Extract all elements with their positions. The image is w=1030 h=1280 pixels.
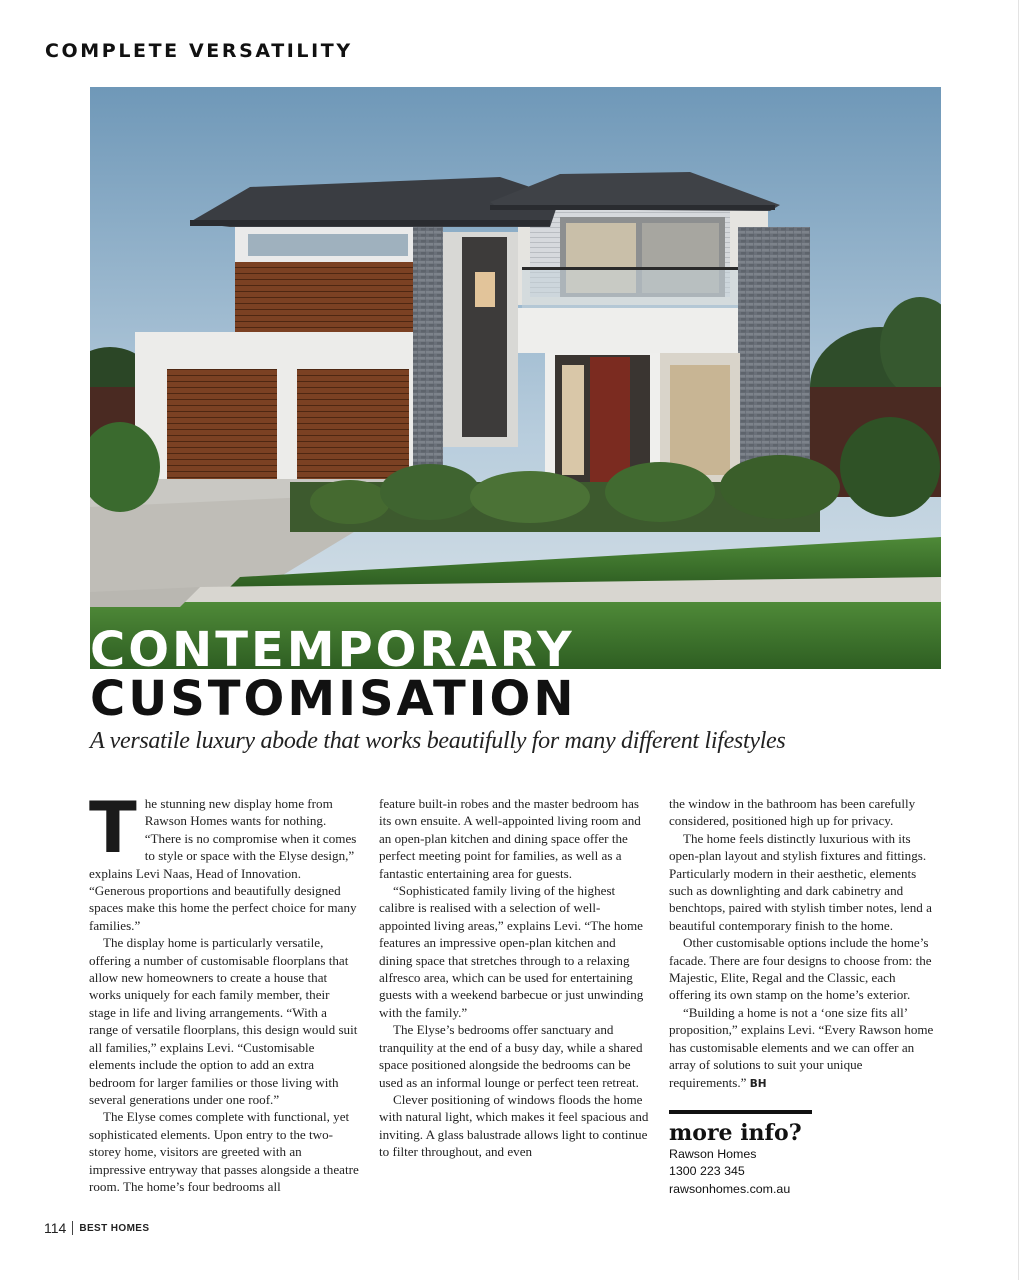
article-column-1 xyxy=(89,787,359,1195)
paragraph-text: “Building a home is not a ‘one size fits all’ proposition,” explains Levi. “Every Rawson home has customisable elements and we can offer an array of solutions to suit your unique requirements.” xyxy=(669,1004,934,1090)
drop-cap: T xyxy=(89,787,137,869)
page-edge-divider xyxy=(1018,0,1019,1280)
more-info-title: more info? xyxy=(669,1120,802,1146)
paragraph: “Sophisticated family living of the highest calibre is realised with a selection of well-appointed living areas,” explains Levi. “The home features an impressive open-plan kitchen and dining space that stretches through to a relaxing alfresco area, which can be used for entertaining guests with a weekend barbecue or just unwinding with the family.” xyxy=(379,883,644,1020)
page-number: 114 xyxy=(44,1220,67,1236)
paragraph: the window in the bathroom has been carefully considered, positioned high up for privacy. xyxy=(669,796,916,829)
page-footer xyxy=(44,1220,149,1236)
paragraph: The Elyse comes complete with functional, yet sophisticated elements. Upon entry to the two-storey home, visitors are greeted with an impressive entryway that passes alongside a theatre room. The home’s four bedrooms all xyxy=(89,1109,359,1194)
company-name: Rawson Homes xyxy=(669,1147,757,1161)
more-info-box xyxy=(669,1110,812,1198)
footer-divider xyxy=(72,1221,73,1235)
paragraph: Other customisable options include the home’s facade. There are four designs to choose from: the Majestic, Elite, Regal and the Classic, each offering its own stamp on the home’s exterior. xyxy=(669,935,932,1003)
headline-line-1: CONTEMPORARY xyxy=(90,622,575,678)
website-link[interactable]: rawsonhomes.com.au xyxy=(669,1181,791,1196)
article-column-3 xyxy=(669,795,939,1093)
phone-number[interactable]: 1300 223 345 xyxy=(669,1164,745,1179)
headline xyxy=(90,622,577,727)
paragraph-text: he stunning new display home from Rawson Homes wants for nothing. “There is no compromise when it comes to style or space with the Elyse design,” explains Levi Naas, Head of Innovation. “Generous proportions and beautifully designed spaces make this home the perfect choice for many families.” xyxy=(89,796,357,933)
paragraph: Clever positioning of windows floods the home with natural light, which makes it feel spacious and inviting. A glass balustrade allows light to continue to filter throughout, and even xyxy=(379,1091,649,1160)
paragraph xyxy=(669,1004,939,1093)
section-label: COMPLETE VERSATILITY xyxy=(45,40,353,62)
article-column-2 xyxy=(379,795,649,1161)
paragraph: The Elyse’s bedrooms offer sanctuary and tranquility at the end of a busy day, while a shared space positioned alongside the bedrooms can be used as an informal lounge or perfect teen retreat. xyxy=(379,1022,643,1090)
hero-photo xyxy=(90,87,941,669)
headline-line-2: CUSTOMISATION xyxy=(90,671,577,727)
subhead: A versatile luxury abode that works beautifully for many different lifestyles xyxy=(90,728,786,754)
signoff-mark: BH xyxy=(749,1077,767,1090)
paragraph: The display home is particularly versatile, offering a number of customisable floorplans that allow new homeowners to create a house that works uniquely for each family member, their stage in life and living arrangements. “With a range of versatile floorplans, this design would suit all families,” explains Levi. “Customisable elements include the option to add an extra bedroom for larger families or those living with several generations under one roof.” xyxy=(89,935,358,1107)
magazine-name: BEST HOMES xyxy=(79,1222,150,1234)
house-illustration xyxy=(90,87,941,669)
paragraph: feature built-in robes and the master bedroom has its own ensuite. A well-appointed living room and an open-plan kitchen and dining space offer the perfect meeting point for families, as well as a fantastic entertaining area for guests. xyxy=(379,796,641,881)
paragraph xyxy=(89,787,359,934)
paragraph: The home feels distinctly luxurious with its open-plan layout and stylish fixtures and fittings. Particularly modern in their aesthetic, elements such as downlighting and dark cabinetry and benchtops, paired with stylish timber notes, lend a beautiful contemporary finish to the home. xyxy=(669,830,932,933)
